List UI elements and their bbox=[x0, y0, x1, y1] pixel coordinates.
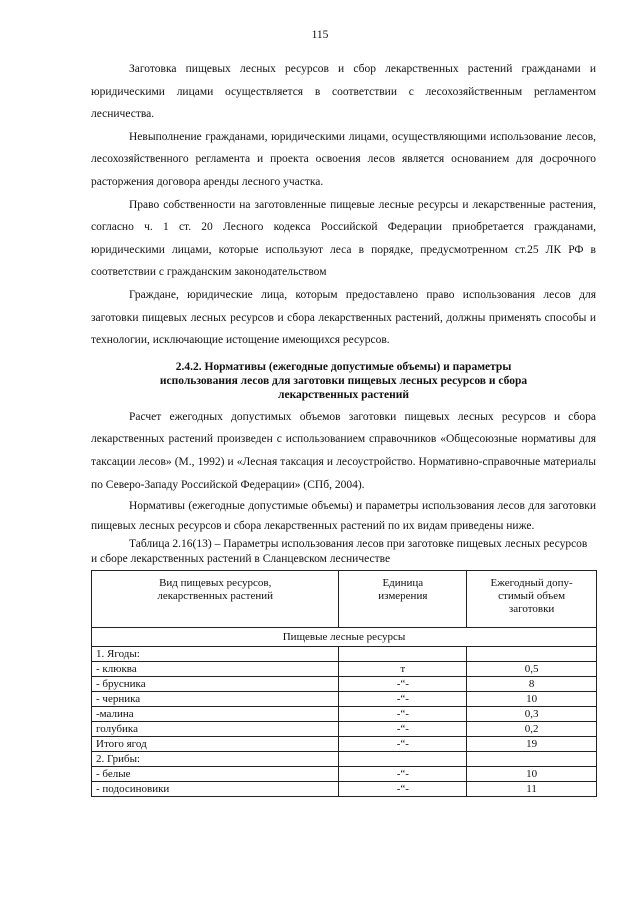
table-row bbox=[92, 646, 597, 661]
resource-name-cell: 1. Ягоды: bbox=[92, 646, 339, 661]
resource-name-cell: - клюква bbox=[92, 661, 339, 676]
unit-cell bbox=[339, 751, 467, 766]
volume-cell: 8 bbox=[467, 676, 597, 691]
header-text: измерения bbox=[378, 589, 428, 602]
paragraph: Заготовка пищевых лесных ресурсов и сбор лекарственных растений гражданами и юридическими лицами осуществляется в соответствии с лесохозяйственным регламентом лесничества. bbox=[91, 63, 596, 121]
table-section-row bbox=[92, 627, 597, 646]
resource-name-cell: 2. Грибы: bbox=[92, 751, 339, 766]
unit-cell: -“- bbox=[339, 706, 467, 721]
resource-name-cell: - белые bbox=[92, 766, 339, 781]
resource-name-cell: голубика bbox=[92, 721, 339, 736]
unit-cell: т bbox=[339, 661, 467, 676]
volume-cell bbox=[467, 646, 597, 661]
header-annual-volume bbox=[467, 570, 597, 627]
paragraph: Граждане, юридические лица, которым предоставлено право использования лесов для заготовки пищевых лесных ресурсов и сбора лекарственных растений, должны применять способы и технологии, исключающие истощение имеющихся ресурсов. bbox=[91, 288, 596, 347]
volume-cell: 19 bbox=[467, 736, 597, 751]
volume-cell: 0,3 bbox=[467, 706, 597, 721]
table-row bbox=[92, 691, 597, 706]
table-body bbox=[92, 646, 597, 796]
resource-name-cell: -малина bbox=[92, 706, 339, 721]
section-heading bbox=[91, 360, 596, 402]
resource-name-cell: Итого ягод bbox=[92, 736, 339, 751]
unit-cell bbox=[339, 646, 467, 661]
header-text: Вид пищевых ресурсов, bbox=[159, 576, 272, 589]
volume-cell: 10 bbox=[467, 766, 597, 781]
header-text: заготовки bbox=[508, 602, 555, 615]
document-body bbox=[91, 58, 596, 797]
unit-cell: -“- bbox=[339, 766, 467, 781]
paragraph: Право собственности на заготовленные пищевые лесные ресурсы и лекарственные растения, согласно ч. 1 ст. 20 Лесного кодекса Российской Федерации приобретается гражданами, юридическими лицами, которые используют леса в порядке, предусмотренном ст.25 ЛК РФ в соответствии с гражданским законодательством bbox=[91, 198, 596, 279]
volume-cell: 0,5 bbox=[467, 661, 597, 676]
paragraph: Нормативы (ежегодные допустимые объемы) и параметры использования лесов для заготовки пищевых лесных ресурсов и сбора лекарственных растений по их видам приведены ниже. bbox=[91, 500, 596, 533]
table-row bbox=[92, 721, 597, 736]
volume-cell: 10 bbox=[467, 691, 597, 706]
unit-cell: -“- bbox=[339, 676, 467, 691]
header-text: Единица bbox=[382, 576, 424, 589]
section-heading-line: использования лесов для заготовки пищевых лесных ресурсов и сбора bbox=[159, 374, 528, 387]
unit-cell: -“- bbox=[339, 691, 467, 706]
table-header-row bbox=[92, 570, 597, 627]
table-row bbox=[92, 781, 597, 796]
unit-cell: -“- bbox=[339, 781, 467, 796]
table-row bbox=[92, 661, 597, 676]
header-resource-type bbox=[92, 570, 339, 627]
volume-cell: 0,2 bbox=[467, 721, 597, 736]
page-number: 115 bbox=[311, 29, 329, 41]
volume-cell: 11 bbox=[467, 781, 597, 796]
table-row bbox=[92, 736, 597, 751]
unit-cell: -“- bbox=[339, 736, 467, 751]
resource-name-cell: - черника bbox=[92, 691, 339, 706]
resources-table bbox=[91, 570, 597, 797]
paragraph: Невыполнение гражданами, юридическими лицами, осуществляющими использование лесов, лесохозяйственного регламента и проекта освоения лесов является основанием для досрочного расторжения договора аренды лесного участка. bbox=[91, 130, 596, 188]
resource-name-cell: - подосиновики bbox=[92, 781, 339, 796]
section-heading-line: 2.4.2. Нормативы (ежегодные допустимые объемы) и параметры bbox=[175, 360, 512, 373]
header-text: Ежегодный допу- bbox=[490, 576, 573, 589]
table-row bbox=[92, 751, 597, 766]
table-row bbox=[92, 766, 597, 781]
section-cell: Пищевые лесные ресурсы bbox=[92, 627, 597, 646]
table-row bbox=[92, 676, 597, 691]
header-text: стимый объем bbox=[498, 589, 566, 602]
volume-cell bbox=[467, 751, 597, 766]
table-row bbox=[92, 706, 597, 721]
paragraph: Расчет ежегодных допустимых объемов заготовки пищевых лесных ресурсов и сбора лекарственных растений произведен с использованием справочников «Общесоюзные нормативы для таксации лесов» (М., 1992) и «Лесная таксация и лесоустройство. Нормативно-справочные материалы по Северо-Западу Российской Федерации» (СПб, 2004). bbox=[91, 410, 596, 491]
table-caption: Таблица 2.16(13) – Параметры использования лесов при заготовке пищевых лесных ресурсов и сборе лекарственных растений в Сланцевском лесничестве bbox=[91, 537, 588, 565]
unit-cell: -“- bbox=[339, 721, 467, 736]
header-text: лекарственных растений bbox=[157, 589, 274, 602]
header-unit bbox=[339, 570, 467, 627]
section-heading-line: лекарственных растений bbox=[278, 388, 409, 401]
resource-name-cell: - брусника bbox=[92, 676, 339, 691]
